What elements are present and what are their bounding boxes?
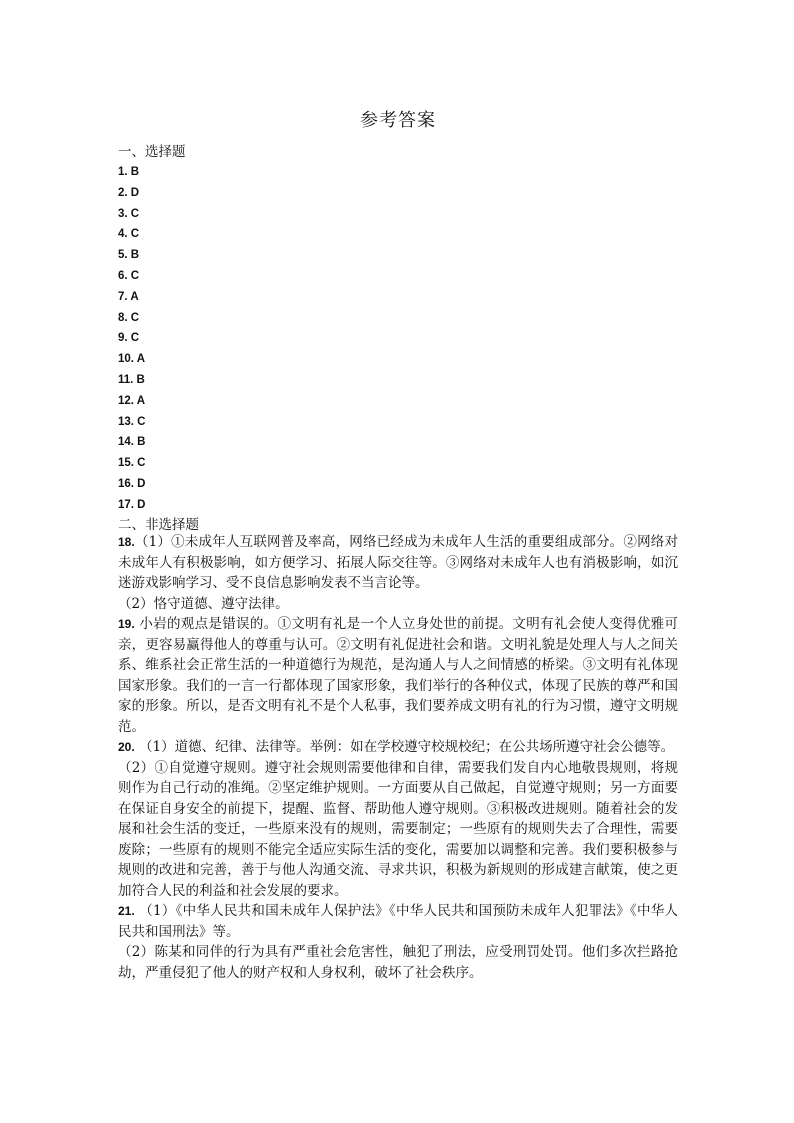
choice-answer: 4. C [118, 228, 140, 241]
q18-part2: （2）恪守道德、遵守法律。 [118, 595, 289, 612]
question-number: 20. [118, 740, 135, 754]
q21-part2: （2）陈某和同伴的行为具有严重社会危害性，触犯了刑法，应受刑罚处罚。他们多次拦路抢劫，严重侵犯了他人的财产权和人身权利，破坏了社会秩序。 [118, 944, 678, 981]
choice-answer: 1. B [118, 166, 140, 178]
choice-answer: 6. C [118, 269, 140, 282]
q21-part1: 21. （1）《中华人民共和国未成年人保护法》《中华人民共和国预防未成年人犯罪法》《中华人民共和国刑法》等。 [118, 903, 678, 940]
question-number: 21. [118, 904, 135, 918]
nonchoice-answers [118, 532, 678, 983]
choice-answer: 11. B [118, 373, 145, 386]
choice-answer: 16. D [118, 477, 146, 490]
q18-part1: 18.（1）①未成年人互联网普及率高，网络已经成为未成年人生活的重要组成部分。②网络对未成年人有积极影响，如方便学习、拓展人际交往等。③网络对未成年人也有消极影响，如沉迷游戏影响学习、受不良信息影响发表不当言论等。 [118, 534, 678, 591]
choice-answer: 2. D [118, 186, 140, 199]
choice-answer: 10. A [118, 353, 146, 366]
choice-answer: 3. C [118, 207, 140, 220]
section-heading-nonchoice: 二、非选择题 [118, 517, 199, 533]
choice-answer: 17. D [118, 498, 146, 511]
q20-part2: （2）①自觉遵守规则。遵守社会规则需要他律和自律，需要我们发自内心地敬畏规则，将规则作为自己行动的准绳。②坚定维护规则。一方面要从自己做起，自觉遵守规则；另一方面要在保证自身安全的前提下，提醒、监督、帮助他人遵守规则。③积极改进规则。随着社会的发展和社会生活的变迁，一些原来没有的规则，需要制定；一些原有的规则失去了合理性，需要废除；一些原有的规则不能完全适应实际生活的变化，需要加以调整和完善。我们要积极参与规则的改进和完善，善于与他人沟通交流、寻求共识，积极为新规则的形成建言献策，使之更加符合人民的利益和社会发展的要求。 [118, 759, 678, 899]
choice-answer: 9. C [118, 332, 140, 345]
q19-answer: 19. 小岩的观点是错误的。①文明有礼是一个人立身处世的前提。文明有礼会使人变得优雅可亲，更容易赢得他人的尊重与认可。②文明有礼促进社会和谐。文明礼貌是处理人与人之间关系、维系社会正常生活的一种道德行为规范，是沟通人与人之间情感的桥梁。③文明有礼体现国家形象。我们的一言一行都体现了国家形象，我们举行的各种仪式，体现了民族的尊严和国家的形象。所以，是否文明有礼不是个人私事，我们要养成文明有礼的行为习惯，遵守文明规范。 [118, 616, 679, 735]
choice-answer: 5. B [118, 249, 140, 262]
choice-answer: 13. C [118, 415, 146, 428]
choice-answer-list [118, 162, 146, 516]
q20-part1: 20. （1）道德、纪律、法律等。举例：如在学校遵守校规校纪；在公共场所遵守社会公德等。 [118, 739, 675, 755]
section-heading-choice: 一、选择题 [118, 144, 186, 160]
choice-answer: 15. C [118, 457, 146, 470]
choice-answer: 14. B [118, 436, 146, 449]
choice-answer: 8. C [118, 311, 140, 324]
choice-answer: 7. A [118, 290, 139, 303]
choice-answer: 12. A [118, 394, 146, 407]
page-title: 参考答案 [360, 110, 436, 131]
question-number: 18. [118, 535, 135, 549]
question-number: 19. [118, 617, 135, 631]
